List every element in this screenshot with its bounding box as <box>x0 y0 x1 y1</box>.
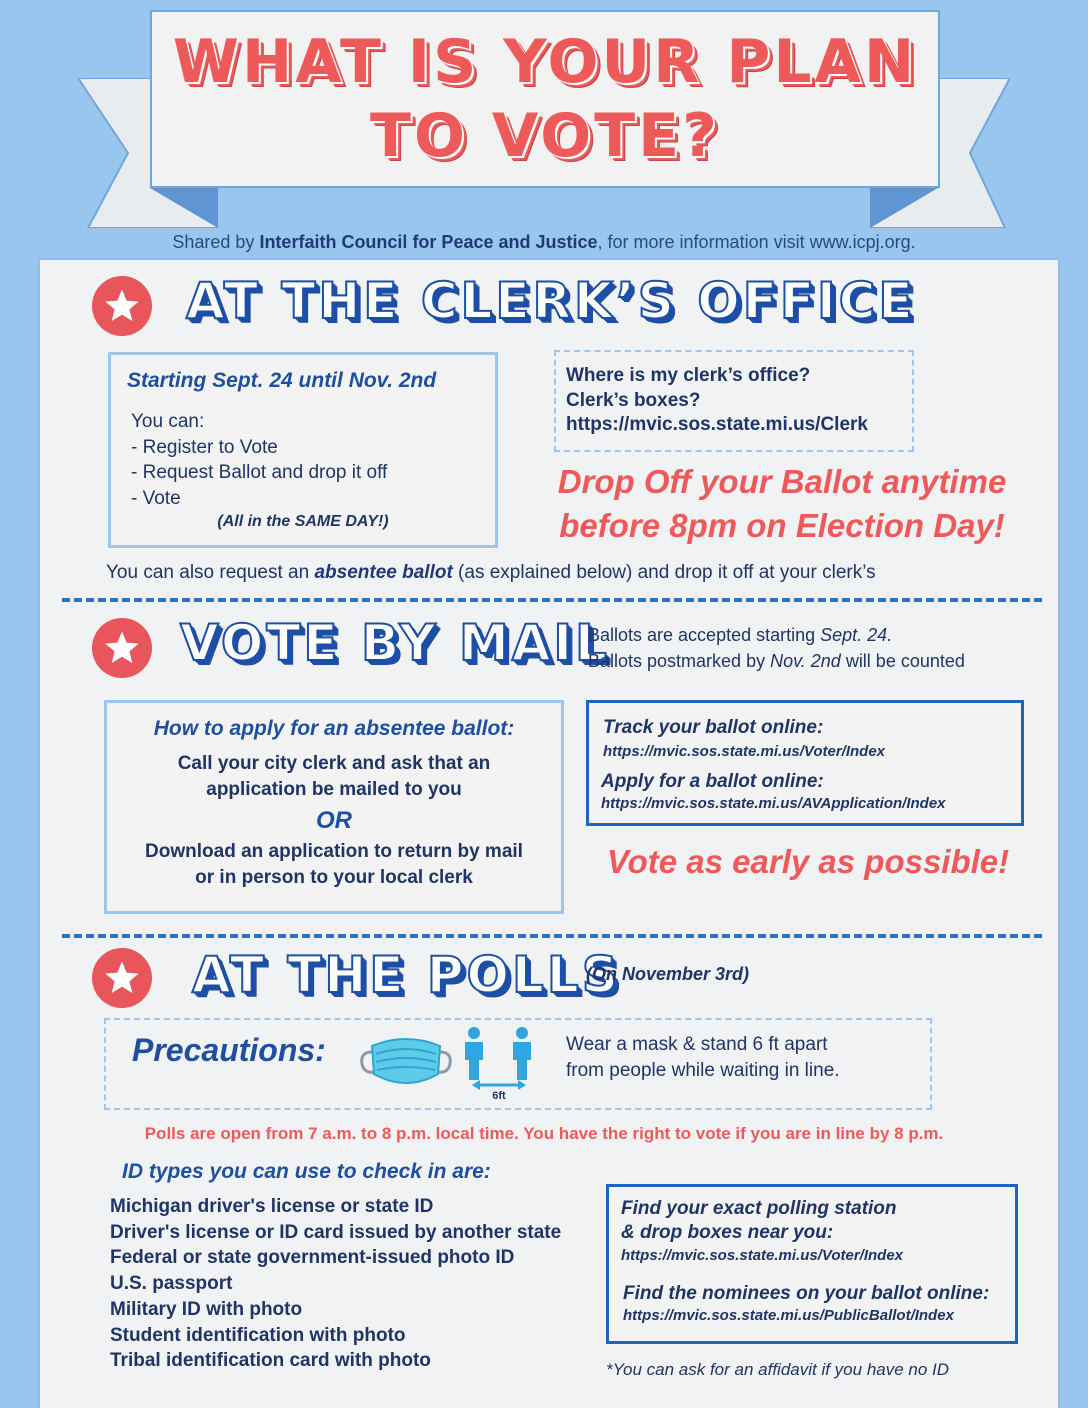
where-line-1: Where is my clerk’s office? <box>566 365 811 386</box>
accepted-date: Sept. 24. <box>820 625 893 645</box>
distance-label: 6ft <box>492 1090 506 1102</box>
vote-early-callout: Vote as early as possible! <box>606 843 1010 880</box>
clerk-schedule-box <box>108 352 498 548</box>
postmarked-suffix: will be counted <box>840 651 965 671</box>
banner-title-line-1: WHAT IS YOUR PLAN <box>172 27 918 97</box>
section-title-polls: AT THE POLLS <box>192 946 621 1004</box>
where-line-2: Clerk’s boxes? <box>566 389 701 411</box>
apply-line-2: application be mailed to you <box>206 779 462 800</box>
shared-by-line <box>0 232 1088 253</box>
list-item: Driver's license or ID card issued by another state <box>110 1221 562 1243</box>
postmarked-date: Nov. 2nd <box>770 651 841 671</box>
person-icon <box>462 1026 486 1080</box>
section-divider <box>62 934 1042 938</box>
title-banner <box>150 10 940 188</box>
find-station-url-link[interactable]: https://mvic.sos.state.mi.us/Voter/Index <box>621 1247 904 1264</box>
star-icon <box>92 618 152 678</box>
clerk-url-link[interactable]: https://mvic.sos.state.mi.us/Clerk <box>566 414 868 435</box>
absentee-suffix: (as explained below) and drop it off at your clerk’s <box>452 562 876 583</box>
absentee-prefix: You can also request an <box>106 562 315 583</box>
list-item: - Request Ballot and drop it off <box>131 462 388 483</box>
list-item: U.S. passport <box>110 1273 233 1295</box>
shared-org: Interfaith Council for Peace and Justice <box>259 232 598 252</box>
apply-line-1: Call your city clerk and ask that an <box>177 753 491 774</box>
absentee-note <box>106 560 876 586</box>
apply-online-label: Apply for a ballot online: <box>601 771 824 792</box>
same-day-note: (All in the SAME DAY!) <box>217 513 389 530</box>
mask-line-1: Wear a mask & stand 6 ft apart <box>566 1034 828 1055</box>
list-item: Military ID with photo <box>110 1298 303 1320</box>
person-icon <box>510 1026 534 1080</box>
clerk-you-can-list <box>131 409 387 511</box>
polls-hours-note: Polls are open from 7 a.m. to 8 p.m. local time. You have the right to vote if you are in line by 8 p.m. <box>144 1124 944 1143</box>
find-station-label <box>621 1197 897 1245</box>
you-can-label: You can: <box>131 411 205 432</box>
section-title-clerk: AT THE CLERK’S OFFICE <box>186 272 916 330</box>
section-divider <box>62 598 1042 602</box>
apply-line-4: or in person to your local clerk <box>195 867 473 888</box>
dropoff-line-1: Drop Off your Ballot anytime <box>557 463 1007 500</box>
dropoff-callout <box>520 460 1044 548</box>
absentee-apply-box <box>104 700 564 914</box>
list-item: - Register to Vote <box>131 436 278 458</box>
shared-suffix: , for more information visit www.icpj.org. <box>597 232 916 252</box>
banner-title-line-2: TO VOTE? <box>370 101 720 171</box>
list-item: Michigan driver's license or state ID <box>110 1196 434 1217</box>
apply-instructions <box>107 751 561 891</box>
mask-line-2: from people while waiting in line. <box>566 1060 840 1081</box>
track-ballot-box <box>586 700 1024 826</box>
nominees-url-link[interactable]: https://mvic.sos.state.mi.us/PublicBallot/Index <box>623 1307 954 1324</box>
shared-prefix: Shared by <box>172 232 260 252</box>
precautions-label: Precautions: <box>132 1032 326 1068</box>
mask-instructions <box>566 1032 840 1084</box>
list-item: - Vote <box>131 487 181 509</box>
absentee-emphasis: absentee ballot <box>314 562 453 583</box>
star-icon <box>92 276 152 336</box>
polls-date-note: (On November 3rd) <box>586 964 750 984</box>
clerk-location-box <box>554 350 914 452</box>
polling-station-box <box>606 1184 1018 1344</box>
star-icon <box>92 948 152 1008</box>
list-item: Student identification with photo <box>110 1324 406 1346</box>
list-item: Tribal identification card with photo <box>110 1350 431 1372</box>
id-types-heading: ID types you can use to check in are: <box>122 1160 491 1183</box>
track-label: Track your ballot online: <box>603 717 824 738</box>
or-divider: OR <box>316 807 352 834</box>
face-mask-icon <box>358 1030 454 1090</box>
apply-line-3: Download an application to return by mail <box>145 841 523 862</box>
apply-online-url-link[interactable]: https://mvic.sos.state.mi.us/AVApplication/Index <box>601 795 946 812</box>
section-title-mail: VOTE BY MAIL <box>180 614 610 672</box>
track-url-link[interactable]: https://mvic.sos.state.mi.us/Voter/Index <box>603 743 886 760</box>
find-station-line-2: & drop boxes near you: <box>621 1222 834 1243</box>
accepted-prefix: Ballots are accepted starting <box>588 625 821 645</box>
nominees-label: Find the nominees on your ballot online: <box>623 1283 990 1304</box>
postmarked-prefix: Ballots postmarked by <box>588 651 771 671</box>
dropoff-line-2: before 8pm on Election Day! <box>559 507 1005 544</box>
list-item: Federal or state government-issued photo ID <box>110 1247 515 1269</box>
clerk-box-heading: Starting Sept. 24 until Nov. 2nd <box>127 369 437 392</box>
affidavit-note: *You can ask for an affidavit if you have no ID <box>606 1360 950 1379</box>
id-types-list <box>110 1194 561 1374</box>
clerk-location-text <box>566 364 868 438</box>
mail-dates-note <box>588 622 965 674</box>
apply-heading: How to apply for an absentee ballot: <box>153 717 515 740</box>
find-station-line-1: Find your exact polling station <box>621 1198 897 1219</box>
